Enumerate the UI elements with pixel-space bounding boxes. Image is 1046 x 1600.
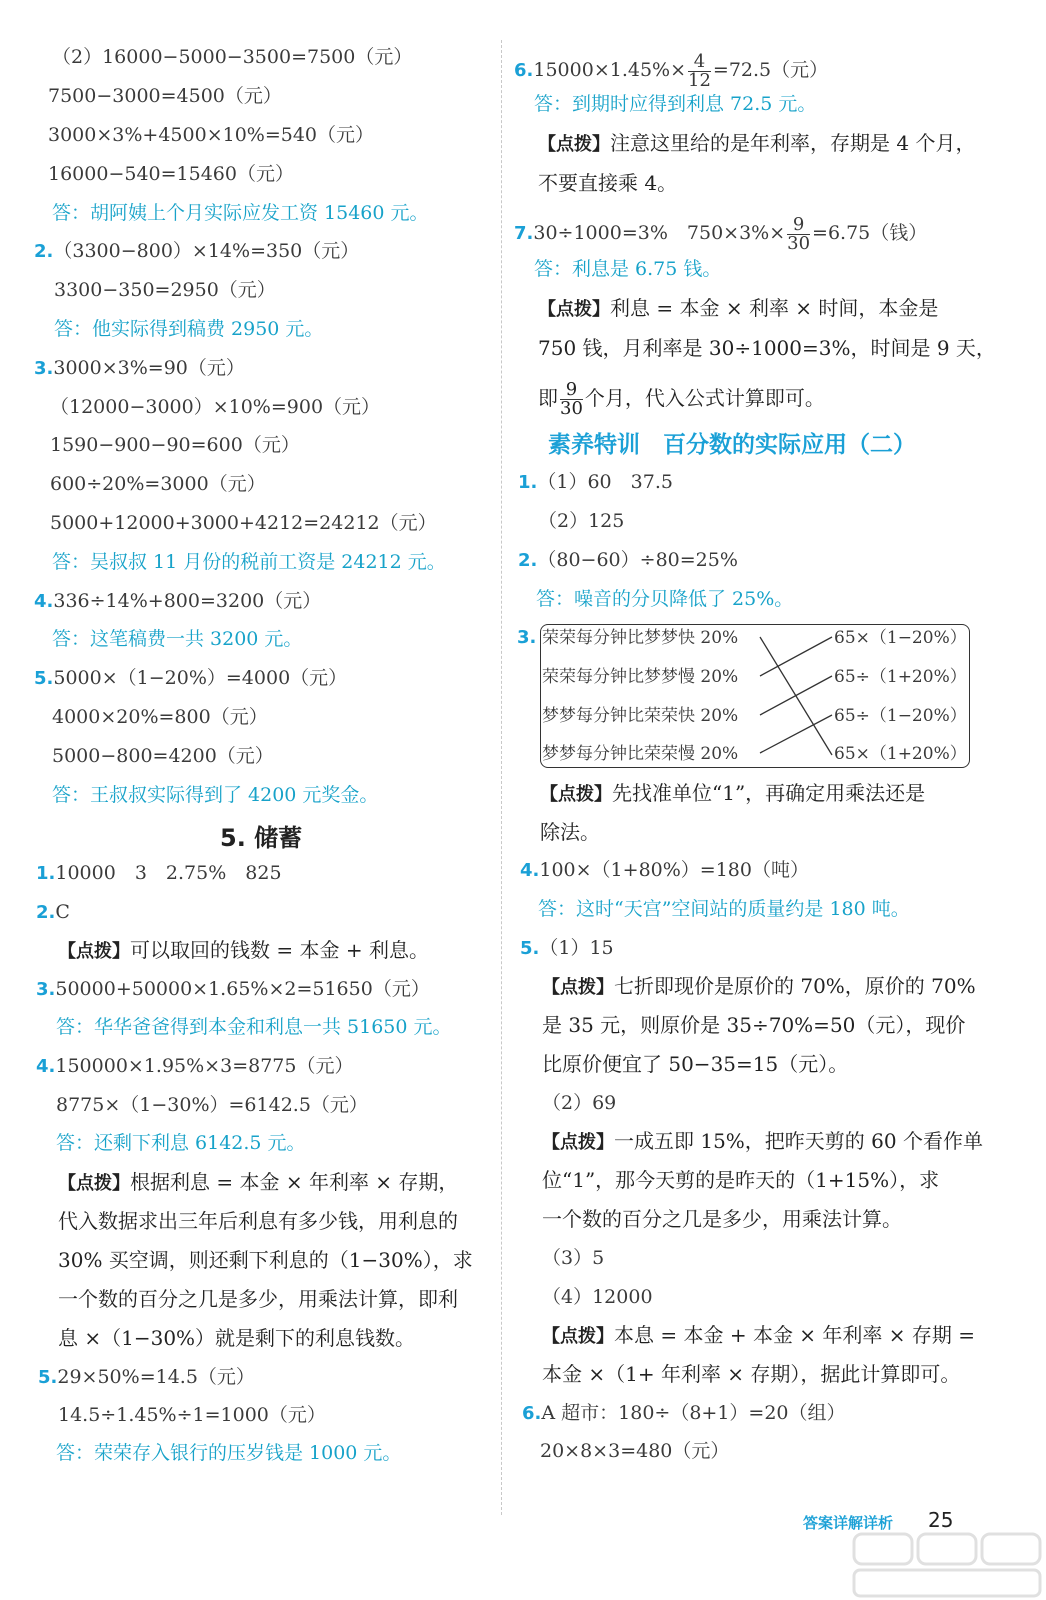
hint-note: 【点拨】本息 = 本金 + 本金 × 年利率 × 存期 = bbox=[542, 1323, 976, 1347]
hint-note-line: 即 $\frac{9}{30}$ 个月，代入公式计算即可。 bbox=[538, 379, 825, 419]
answer-line: （12000−3000）×10%=900（元） bbox=[50, 396, 381, 418]
match-line bbox=[760, 676, 832, 715]
section-title-practice: 素养特训 百分数的实际应用（二） bbox=[548, 432, 916, 458]
hint-note-line: 本金 ×（1+ 年利率 × 存期），据此计算即可。 bbox=[542, 1362, 961, 1386]
hint-note: 【点拨】注意这里给的是年利率，存期是 4 个月， bbox=[538, 131, 976, 155]
match-line bbox=[760, 637, 832, 676]
hint-note: 【点拨】七折即现价是原价的 70%，原价的 70% bbox=[542, 974, 976, 998]
match-left-item: 荣荣每分钟比梦梦快 20% bbox=[542, 628, 739, 648]
hint-note-line: 位“1”，那今天剪的是昨天的（1+15%），求 bbox=[542, 1168, 940, 1192]
hint-note-line: 一个数的百分之几是多少，用乘法计算。 bbox=[542, 1207, 902, 1231]
question-5: 5.（1）15 bbox=[520, 937, 614, 959]
hint-note-line: 30% 买空调，则还剩下利息的（1−30%），求 bbox=[58, 1248, 473, 1272]
hint-note-line: 比原价便宜了 50−35=15（元）。 bbox=[542, 1052, 849, 1076]
match-left-item: 荣荣每分钟比梦梦慢 20% bbox=[542, 667, 739, 687]
hint-note: 【点拨】一成五即 15%，把昨天剪的 60 个看作单 bbox=[542, 1129, 983, 1153]
hint-note: 【点拨】可以取回的钱数 = 本金 + 利息。 bbox=[58, 938, 429, 962]
answer-statement: 答：利息是 6.75 钱。 bbox=[534, 258, 722, 280]
answer-statement: 答：他实际得到稿费 2950 元。 bbox=[54, 318, 324, 340]
answer-statement: 答：这笔稿费一共 3200 元。 bbox=[52, 628, 303, 650]
question-5: 5.5000×（1−20%）=4000（元） bbox=[34, 667, 348, 689]
answer-statement: 答：荣荣存入银行的压岁钱是 1000 元。 bbox=[56, 1442, 402, 1464]
question-2: 2.（3300−800）×14%=350（元） bbox=[34, 240, 360, 262]
match-left-item: 梦梦每分钟比荣荣慢 20% bbox=[542, 744, 739, 764]
hint-note-line: 息 ×（1−30%）就是剩下的利息钱数。 bbox=[58, 1326, 416, 1350]
fraction: $\frac{9}{30}$ bbox=[787, 213, 811, 254]
question-2: 2.C bbox=[36, 901, 70, 923]
answer-statement: 答：华华爸爸得到本金和利息一共 51650 元。 bbox=[56, 1016, 452, 1038]
answer-statement: 答：噪音的分贝降低了 25%。 bbox=[536, 588, 794, 610]
footer-brand: 答案详解详析 bbox=[803, 1514, 894, 1532]
page-number: 25 bbox=[928, 1508, 954, 1532]
answer-statement: 答：到期时应得到利息 72.5 元。 bbox=[534, 93, 817, 115]
match-left-item: 梦梦每分钟比荣荣快 20% bbox=[542, 706, 739, 726]
question-1: 1.10000 3 2.75% 825 bbox=[36, 862, 282, 884]
answer-statement: 答：这时“天宫”空间站的质量约是 180 吨。 bbox=[538, 898, 910, 920]
hint-note-line: 一个数的百分之几是多少，用乘法计算，即利 bbox=[58, 1287, 458, 1311]
answer-line: 5000+12000+3000+4212=24212（元） bbox=[50, 512, 437, 534]
answer-line: 600÷20%=3000（元） bbox=[50, 473, 266, 495]
question-3: 3.3000×3%=90（元） bbox=[34, 357, 245, 379]
answer-line: 4000×20%=800（元） bbox=[52, 706, 268, 728]
question-6: 6.15000×1.45%× $\frac{4}{12}$ =72.5（元） bbox=[514, 50, 829, 91]
question-5: 5.29×50%=14.5（元） bbox=[38, 1366, 255, 1388]
hint-note-line: 750 钱，月利率是 30÷1000=3%，时间是 9 天， bbox=[538, 336, 996, 360]
answer-line: 3300−350=2950（元） bbox=[54, 279, 276, 301]
answer-line: （2）125 bbox=[538, 510, 625, 532]
answer-line: 7500−3000=4500（元） bbox=[48, 85, 282, 107]
hint-note: 【点拨】利息 = 本金 × 利率 × 时间，本金是 bbox=[538, 296, 939, 320]
answer-line: 20×8×3=480（元） bbox=[540, 1440, 730, 1462]
question-1: 1.（1）60 37.5 bbox=[518, 471, 673, 493]
match-right-item: 65×（1+20%） bbox=[834, 744, 967, 764]
hint-note: 【点拨】先找准单位“1”，再确定用乘法还是 bbox=[540, 781, 926, 805]
question-2: 2.（80−60）÷80=25% bbox=[518, 549, 738, 571]
question-4: 4.150000×1.95%×3=8775（元） bbox=[36, 1055, 354, 1077]
answer-line: 5000−800=4200（元） bbox=[52, 745, 274, 767]
answer-line: （2）16000−5000−3500=7500（元） bbox=[52, 46, 413, 68]
match-line bbox=[760, 715, 832, 753]
hint-note-line: 不要直接乘 4。 bbox=[538, 171, 678, 195]
hint-note: 【点拨】根据利息 = 本金 × 年利率 × 存期， bbox=[58, 1170, 459, 1194]
hint-note-line: 除法。 bbox=[540, 820, 600, 844]
hint-note-line: 代入数据求出三年后利息有多少钱，用利息的 bbox=[58, 1209, 458, 1233]
fraction: $\frac{4}{12}$ bbox=[688, 50, 711, 91]
answer-line: 8775×（1−30%）=6142.5（元） bbox=[56, 1094, 368, 1116]
match-right-item: 65÷（1−20%） bbox=[834, 706, 967, 726]
answer-line: 1590−900−90=600（元） bbox=[50, 434, 300, 456]
match-right-item: 65÷（1+20%） bbox=[834, 667, 967, 687]
answer-line: 14.5÷1.45%÷1=1000（元） bbox=[58, 1404, 326, 1426]
section-title-savings: 5. 储蓄 bbox=[220, 824, 303, 852]
fraction: $\frac{9}{30}$ bbox=[560, 379, 583, 419]
question-3-number: 3. bbox=[517, 627, 537, 648]
hint-note-line: 是 35 元，则原价是 35÷70%=50（元），现价 bbox=[542, 1013, 966, 1037]
answer-line: 3000×3%+4500×10%=540（元） bbox=[48, 124, 375, 146]
watermark-logo bbox=[848, 1528, 1046, 1600]
answer-line: （3）5 bbox=[542, 1247, 605, 1269]
question-7: 7.30÷1000=3% 750×3%× $\frac{9}{30}$ =6.75（钱） bbox=[514, 213, 928, 254]
question-4: 4.100×（1+80%）=180（吨） bbox=[520, 859, 809, 881]
question-6: 6.A 超市：180÷（8+1）=20（组） bbox=[522, 1402, 846, 1424]
answer-statement: 答：王叔叔实际得到了 4200 元奖金。 bbox=[52, 784, 379, 806]
answer-line: （4）12000 bbox=[542, 1286, 653, 1308]
answer-line: （2）69 bbox=[542, 1092, 617, 1114]
answer-statement: 答：还剩下利息 6142.5 元。 bbox=[56, 1132, 306, 1154]
answer-line: 16000−540=15460（元） bbox=[48, 163, 294, 185]
answer-statement: 答：胡阿姨上个月实际应发工资 15460 元。 bbox=[52, 202, 429, 224]
answer-statement: 答：吴叔叔 11 月份的税前工资是 24212 元。 bbox=[52, 551, 446, 573]
question-4: 4.336÷14%+800=3200（元） bbox=[34, 590, 322, 612]
question-3: 3.50000+50000×1.65%×2=51650（元） bbox=[36, 978, 430, 1000]
match-right-item: 65×（1−20%） bbox=[834, 628, 967, 648]
